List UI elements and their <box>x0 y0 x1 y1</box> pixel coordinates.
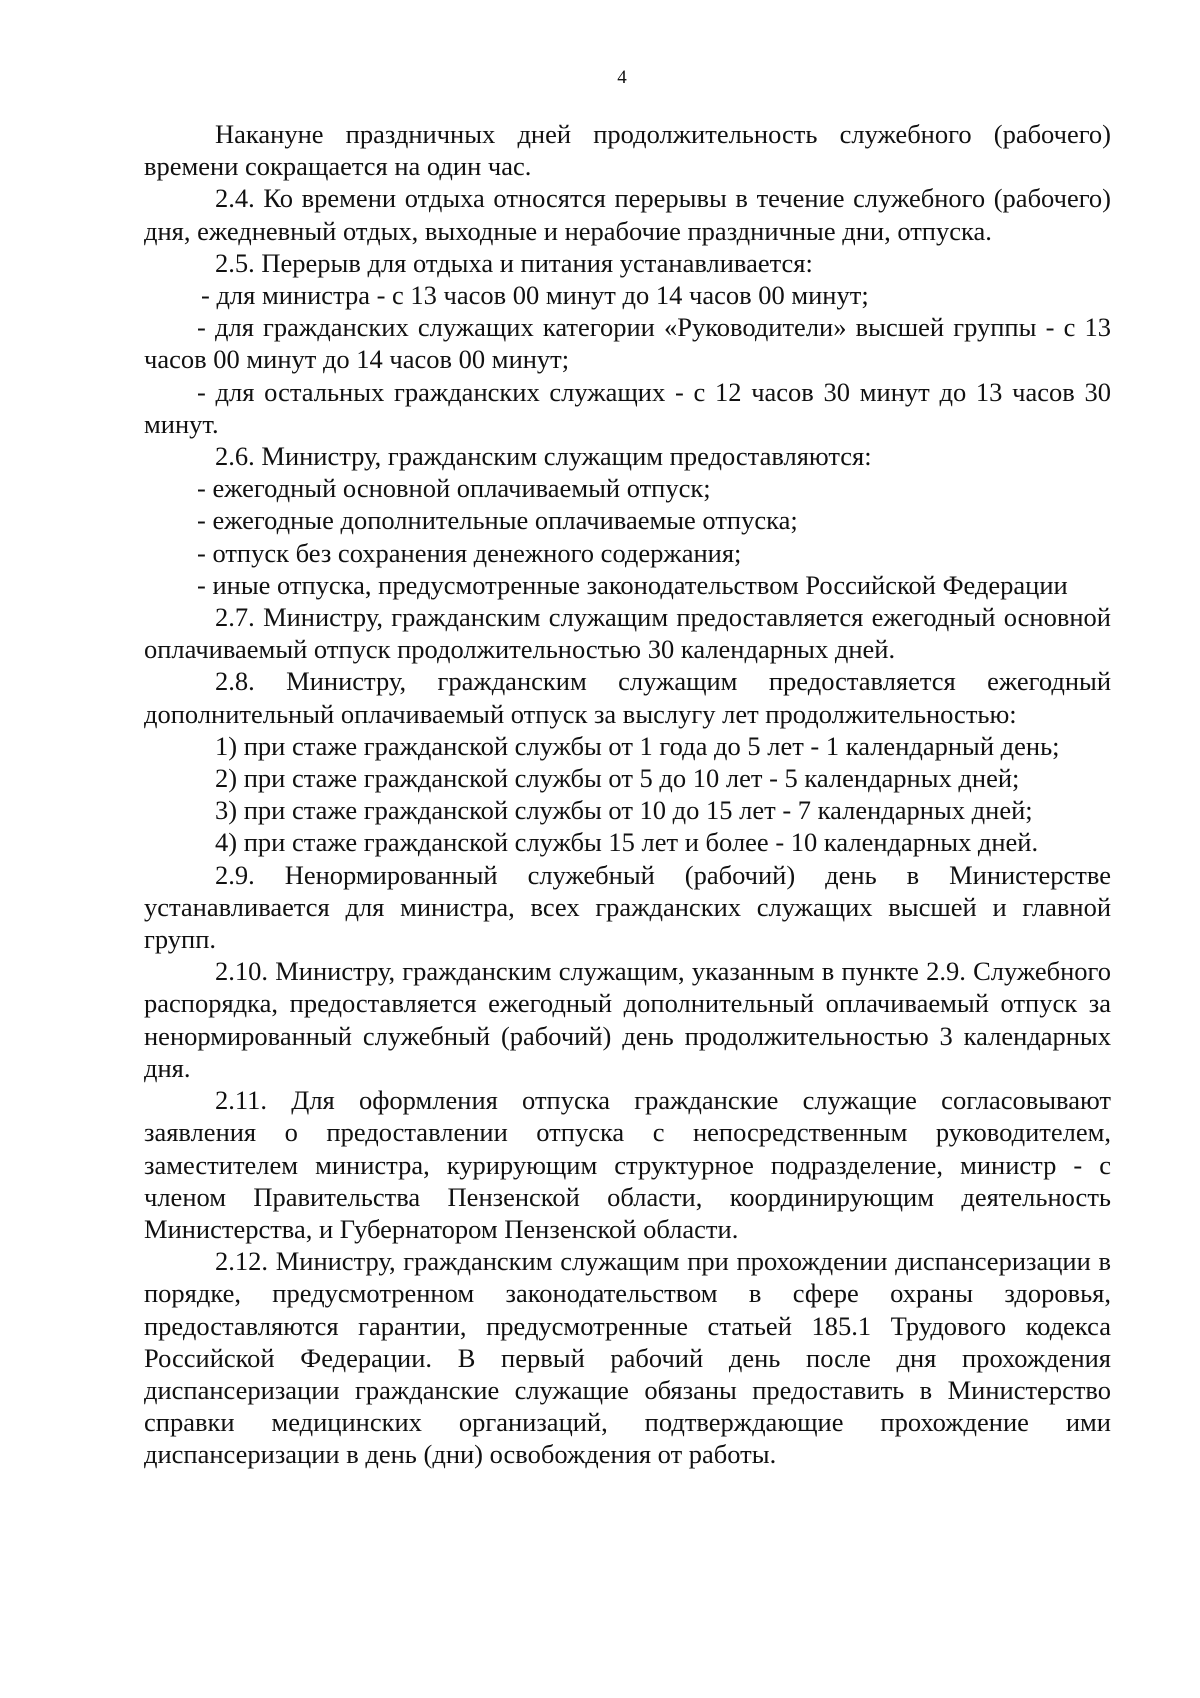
paragraph-2-4: 2.4. Ко времени отдыха относятся перерывы в течение служебного (рабочего) дня, ежедневный отдых, выходные и нерабочие праздничные дни, отпуска. <box>144 183 1111 246</box>
list-item-unpaid-leave: - отпуск без сохранения денежного содержания; <box>197 537 742 568</box>
list-item-tenure-3: 3) при стаже гражданской службы от 10 до 15 лет - 7 календарных дней; <box>215 795 1033 826</box>
document-body <box>144 118 1111 1471</box>
page-number: 4 <box>617 67 627 88</box>
list-item-minister-break: - для министра - с 13 часов 00 минут до 14 часов 00 минут; <box>201 280 869 311</box>
list-item-other-leave: - иные отпуска, предусмотренные законодательством Российской Федерации <box>197 569 1068 600</box>
list-item-tenure-2: 2) при стаже гражданской службы от 5 до 10 лет - 5 календарных дней; <box>215 763 1020 794</box>
list-item-annual-leave: - ежегодный основной оплачиваемый отпуск; <box>197 473 711 504</box>
list-item-tenure-4: 4) при стаже гражданской службы 15 лет и более - 10 календарных дней. <box>215 827 1039 858</box>
paragraph-2-6: 2.6. Министру, гражданским служащим предоставляются: <box>215 441 872 472</box>
paragraph-2-11: 2.11. Для оформления отпуска гражданские служащие согласовывают заявления о предоставлении отпуска с непосредственным руководителем, заместителем министра, курирующим структурное подразделение, министр - с членом Правительства Пензенской области, координирующим деятельность Министерства, и Губернатором Пензенской области. <box>144 1085 1111 1244</box>
list-item-others-break: - для остальных гражданских служащих - с 12 часов 30 минут до 13 часов 30 минут. <box>144 376 1111 439</box>
paragraph-2-8: 2.8. Министру, гражданским служащим предоставляется ежегодный дополнительный оплачиваемый отпуск за выслугу лет продолжительностью: <box>144 666 1111 729</box>
list-item-additional-leave: - ежегодные дополнительные оплачиваемые отпуска; <box>197 505 798 536</box>
paragraph-2-10: 2.10. Министру, гражданским служащим, указанным в пункте 2.9. Служебного распорядка, предоставляется ежегодный дополнительный оплачиваемый отпуск за ненормированный служебный (рабочий) день продолжительностью 3 календарных дня. <box>144 956 1111 1083</box>
paragraph-2-9: 2.9. Ненормированный служебный (рабочий) день в Министерстве устанавливается для министра, всех гражданских служащих высшей и главной групп. <box>144 859 1111 955</box>
list-item-tenure-1: 1) при стаже гражданской службы от 1 года до 5 лет - 1 календарный день; <box>215 730 1060 761</box>
paragraph-2-7: 2.7. Министру, гражданским служащим предоставляется ежегодный основной оплачиваемый отпуск продолжительностью 30 календарных дней. <box>144 602 1111 665</box>
list-item-leaders-break: - для гражданских служащих категории «Руководители» высшей группы - с 13 часов 00 минут до 14 часов 00 минут; <box>144 312 1111 375</box>
paragraph-holiday-eve: Накануне праздничных дней продолжительность служебного (рабочего) времени сокращается на один час. <box>144 119 1111 182</box>
paragraph-2-5: 2.5. Перерыв для отдыха и питания устанавливается: <box>215 247 813 278</box>
paragraph-2-12: 2.12. Министру, гражданским служащим при прохождении диспансеризации в порядке, предусмотренном законодательством в сфере охраны здоровья, предоставляются гарантии, предусмотренные статьей 185.1 Трудового кодекса Российской Федерации. В первый рабочий день после дня прохождения диспансеризации гражданские служащие обязаны предоставить в Министерство справки медицинских организаций, подтверждающие прохождение ими диспансеризации в день (дни) освобождения от работы. <box>144 1246 1111 1470</box>
